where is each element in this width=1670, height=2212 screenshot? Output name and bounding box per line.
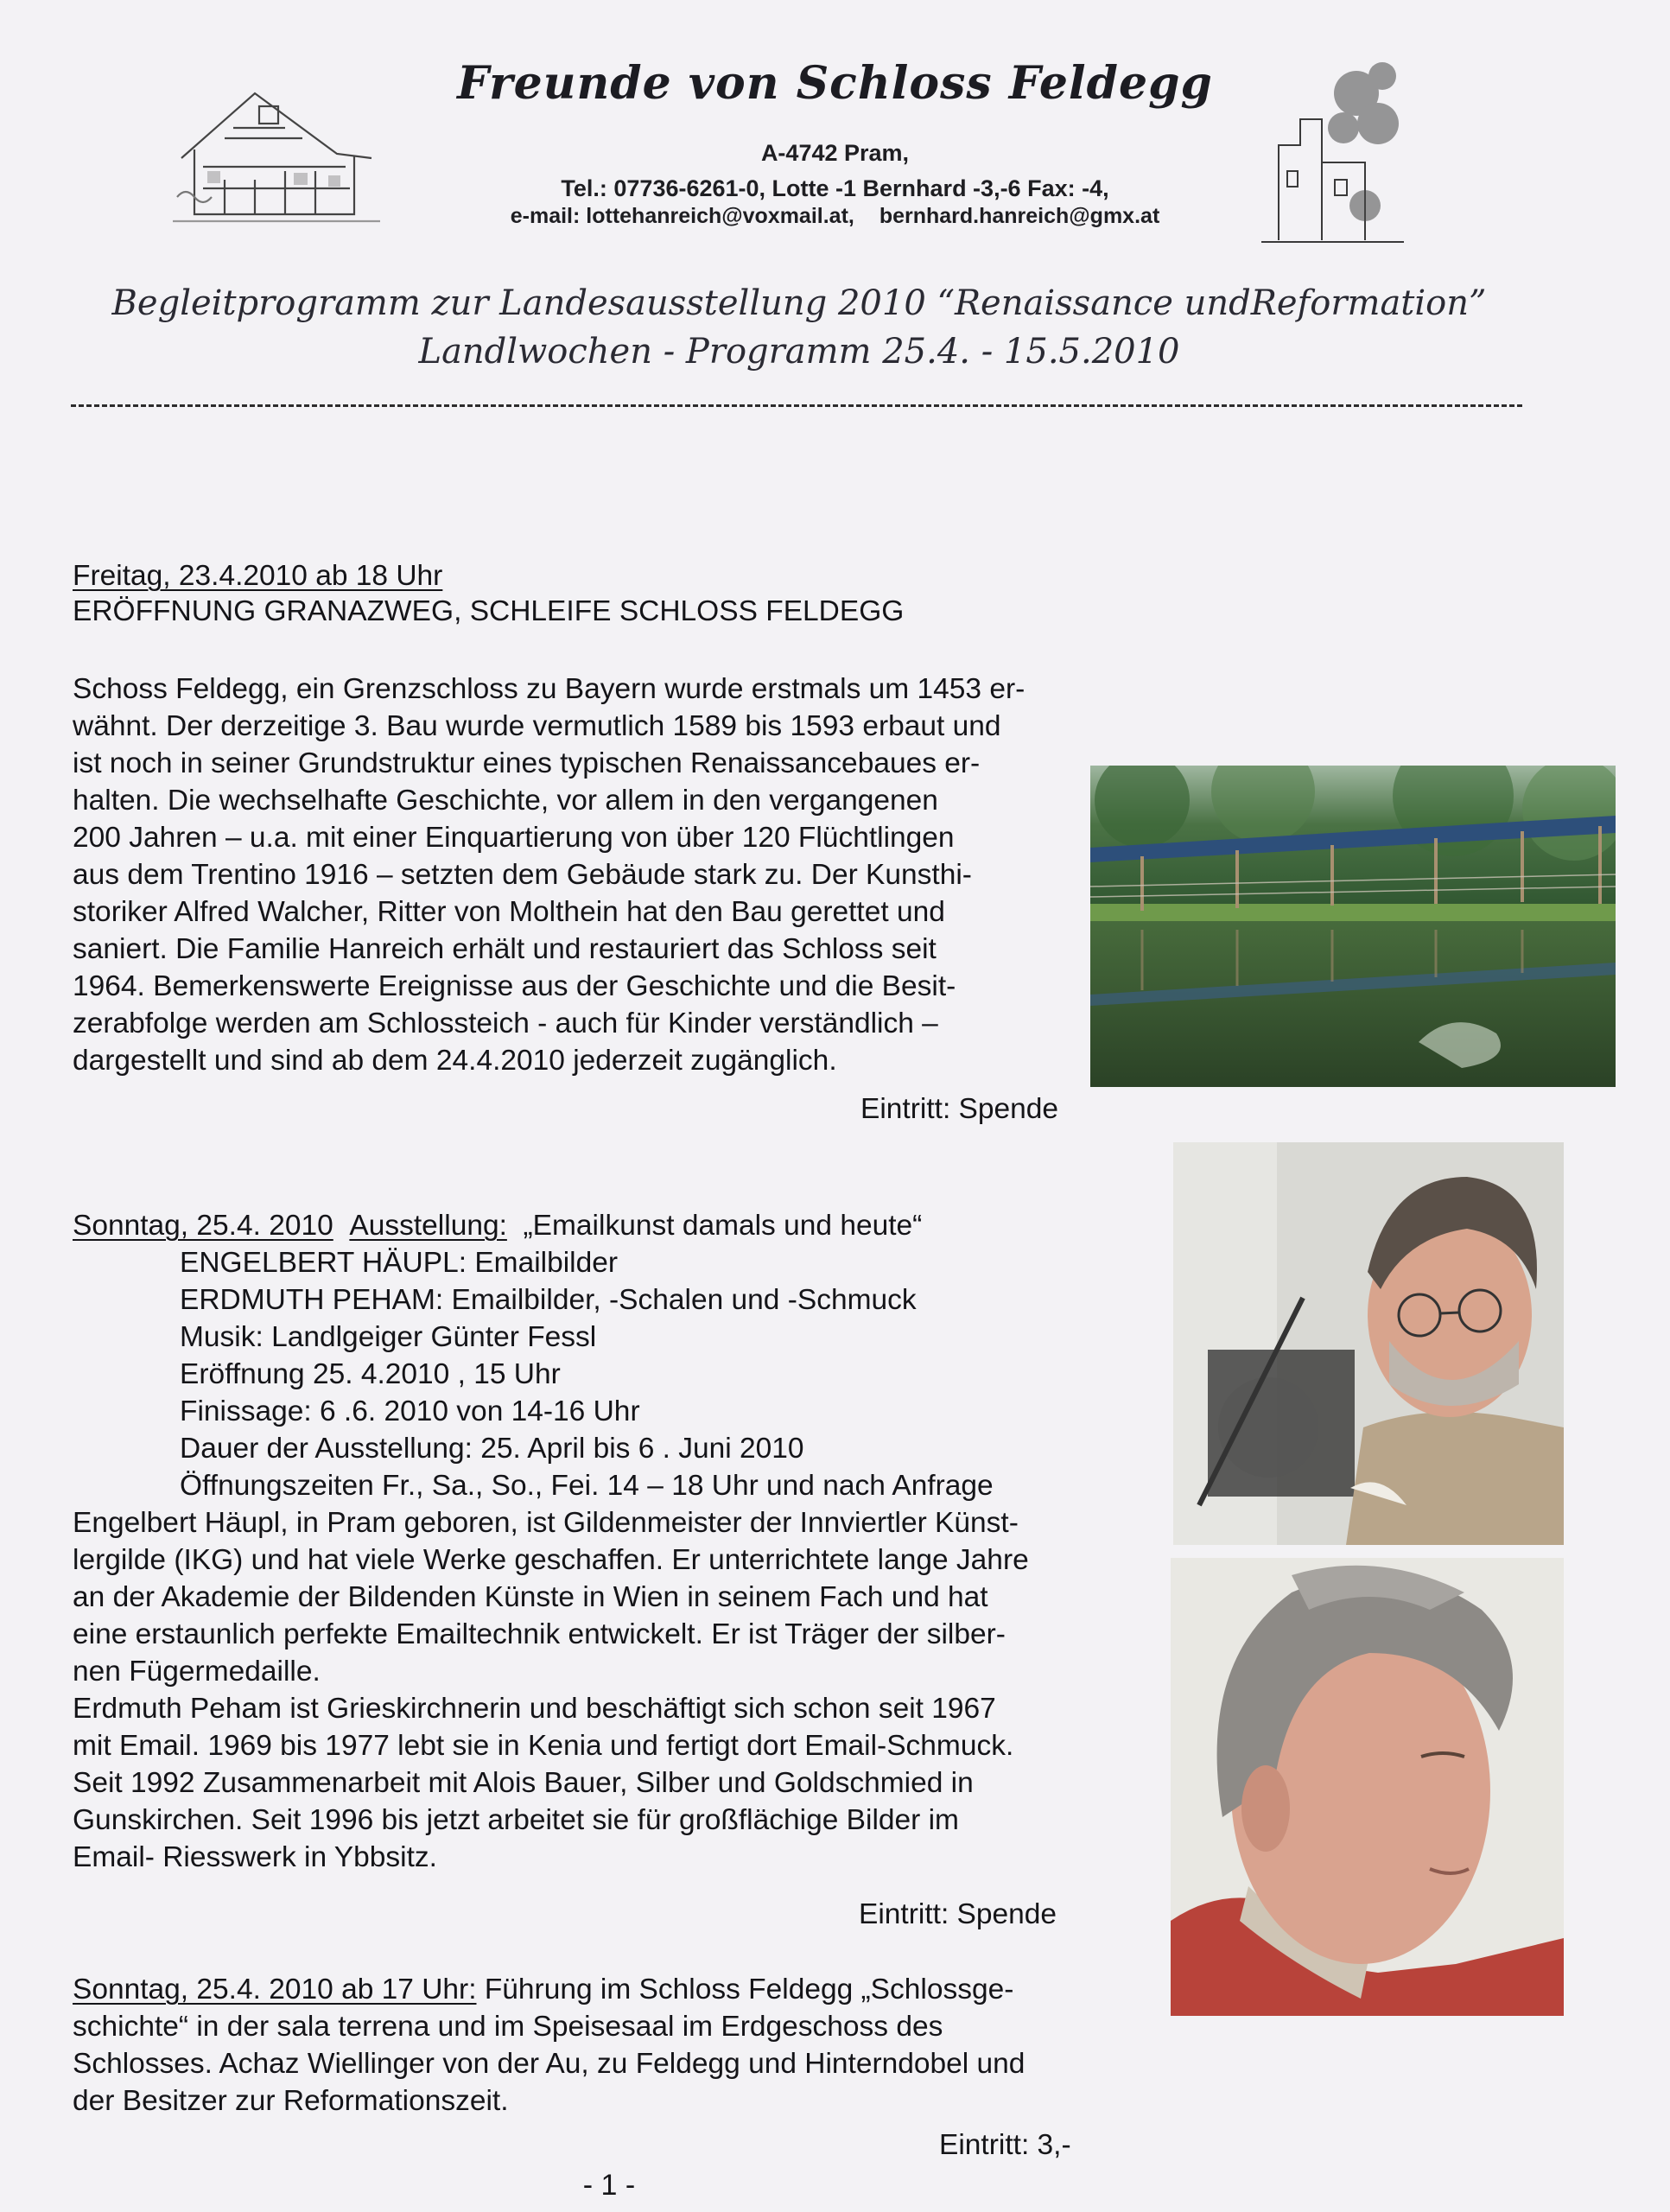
header-phone: Tel.: 07736-6261-0, Lotte -1 Bernhard -3,-6 Fax: -4, — [561, 175, 1109, 201]
text-line: Seit 1992 Zusammenarbeit mit Alois Bauer, Silber und Goldschmied in — [73, 1767, 974, 1799]
email-lotte-link[interactable]: lottehanreich@voxmail.at, — [586, 204, 854, 228]
text-line: wähnt. Der derzeitige 3. Bau wurde vermutlich 1589 bis 1593 erbaut und — [73, 710, 1001, 742]
detail-line: Finissage: 6 .6. 2010 von 14-16 Uhr — [180, 1395, 640, 1427]
text-line: ist noch in seiner Grundstruktur eines typischen Renaissancebaues er- — [73, 747, 981, 779]
event1-entry: Eintritt: Spende — [860, 1093, 1059, 1125]
text-line: an der Akademie der Bildenden Künste in Wien in seinem Fach und hat — [73, 1581, 988, 1613]
program-subtitle: Begleitprogramm zur Landesausstellung 2010 “Renaissance undReformation” — [111, 283, 1487, 323]
event3-heading — [73, 1971, 1013, 2008]
text-line: Erdmuth Peham ist Grieskirchnerin und beschäftigt sich schon seit 1967 — [73, 1693, 996, 1725]
text-line: Schoss Feldegg, ein Grenzschloss zu Bayern wurde erstmals um 1453 er- — [73, 673, 1025, 705]
text-line: aus dem Trentino 1916 – setzten dem Gebäude stark zu. Der Kunsthi- — [73, 859, 972, 891]
text-line: Gunskirchen. Seit 1996 bis jetzt arbeitet sie für großflächige Bilder im — [73, 1804, 959, 1836]
text-line: 200 Jahren – u.a. mit einer Einquartierung von über 120 Flüchtlingen — [73, 822, 955, 854]
text-line: eine erstaunlich perfekte Emailtechnik entwickelt. Er ist Träger der silber- — [73, 1618, 1006, 1650]
text-line: dargestellt und sind ab dem 24.4.2010 jederzeit zugänglich. — [73, 1045, 837, 1077]
detail-line: ENGELBERT HÄUPL: Emailbilder — [180, 1247, 619, 1279]
pond-photo — [1090, 766, 1616, 1087]
page-number: - 1 - — [582, 2169, 636, 2202]
text-line: mit Email. 1969 bis 1977 lebt sie in Kenia und fertigt dort Email-Schmuck. — [73, 1730, 1014, 1762]
program-dates: Landlwochen - Programm 25.4. - 15.5.2010 — [418, 332, 1180, 372]
erdmuth-peham-photo — [1171, 1558, 1564, 2016]
text-line: lergilde (IKG) und hat viele Werke geschaffen. Er unterrichtete lange Jahre — [73, 1544, 1029, 1576]
text-line: storiker Alfred Walcher, Ritter von Molthein hat den Bau gerettet und — [73, 896, 945, 928]
event3-lead: Führung im Schloss Feldegg „Schlossge- — [484, 1974, 1014, 2005]
detail-line: ERDMUTH PEHAM: Emailbilder, -Schalen und -Schmuck — [180, 1284, 917, 1316]
email-label: e-mail: — [510, 204, 581, 228]
event2-date: Sonntag, 25.4. 2010 — [73, 1210, 333, 1242]
text-line: 1964. Bemerkenswerte Ereignisse aus der Geschichte und die Besit- — [73, 970, 956, 1002]
event1-title: ERÖFFNUNG GRANAZWEG, SCHLEIFE SCHLOSS FELDEGG — [73, 595, 905, 627]
text-line: nen Fügermedaille. — [73, 1656, 321, 1688]
text-line: zerabfolge werden am Schlossteich - auch für Kinder verständlich – — [73, 1007, 938, 1039]
text-line: Engelbert Häupl, in Pram geboren, ist Gildenmeister der Innviertler Künst- — [73, 1507, 1019, 1539]
dashed-divider — [71, 404, 1522, 407]
event2-kind: Ausstellung: — [349, 1210, 507, 1242]
text-line: der Besitzer zur Reformationszeit. — [73, 2085, 509, 2117]
email-bernhard-link[interactable]: bernhard.hanreich@gmx.at — [879, 204, 1160, 228]
detail-line: Eröffnung 25. 4.2010 , 15 Uhr — [180, 1358, 561, 1390]
event2-title: „Emailkunst damals und heute“ — [523, 1210, 923, 1242]
text-line: saniert. Die Familie Hanreich erhält und restauriert das Schloss seit — [73, 933, 937, 965]
event2-heading — [73, 1207, 922, 1244]
detail-line: Musik: Landlgeiger Günter Fessl — [180, 1321, 597, 1353]
detail-line: Öffnungszeiten Fr., Sa., So., Fei. 14 – 18 Uhr und nach Anfrage — [180, 1470, 994, 1502]
engelbert-haeupl-photo — [1173, 1142, 1564, 1545]
event2-entry: Eintritt: Spende — [859, 1898, 1057, 1930]
event3-date: Sonntag, 25.4. 2010 ab 17 Uhr: — [73, 1974, 477, 2005]
event1-date: Freitag, 23.4.2010 ab 18 Uhr — [73, 560, 443, 592]
header-address: A-4742 Pram, — [760, 140, 910, 166]
text-line: schichte“ in der sala terrena und im Speisesaal im Erdgeschoss des — [73, 2011, 943, 2043]
club-name-title: Freunde von Schloss Feldegg — [457, 57, 1213, 110]
event3-entry: Eintritt: 3,- — [939, 2129, 1071, 2161]
text-line: halten. Die wechselhafte Geschichte, vor allem in den vergangenen — [73, 785, 938, 817]
text-line: Email- Riesswerk in Ybbsitz. — [73, 1841, 437, 1873]
header-email-row — [0, 204, 1670, 229]
detail-line: Dauer der Ausstellung: 25. April bis 6 . Juni 2010 — [180, 1433, 804, 1465]
text-line: Schlosses. Achaz Wiellinger von der Au, zu Feldegg und Hinterndobel und — [73, 2048, 1025, 2080]
